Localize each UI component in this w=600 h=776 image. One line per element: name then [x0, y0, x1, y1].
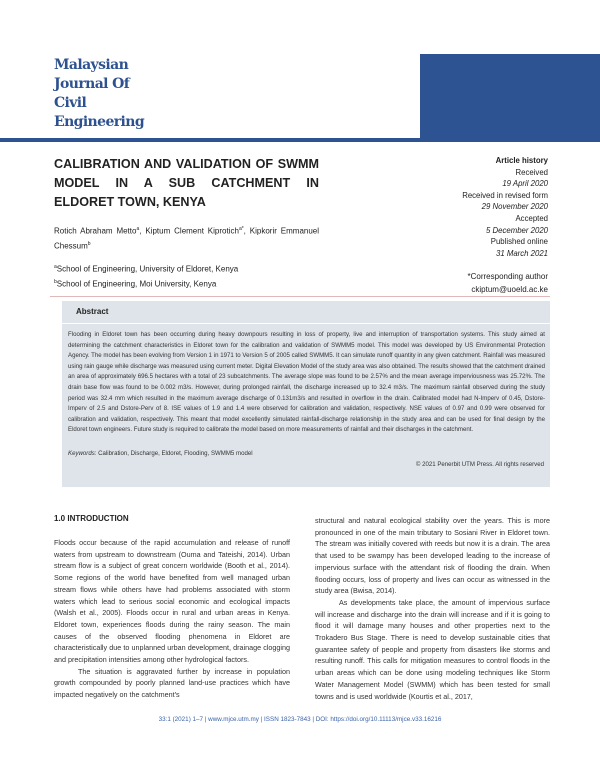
affiliation — [54, 276, 238, 291]
received-date: 19 April 2020 — [502, 179, 548, 189]
author-name: Rotich Abraham Metto — [54, 226, 137, 236]
header-rule — [0, 138, 600, 142]
abstract-divider — [62, 323, 550, 324]
accepted-date: 5 December 2020 — [486, 225, 548, 235]
page-footer: 33:1 (2021) 1–7 | www.mjce.utm.my | ISSN 1823-7843 | DOI: https://doi.org/10.11113/mjce.v33.16216 — [158, 716, 442, 723]
author-name: Kiptum Clement Kiprotich — [145, 226, 239, 236]
published-date: 31 March 2021 — [495, 248, 548, 258]
affiliations — [54, 261, 238, 290]
paragraph: Floods occur because of the rapid accumulation and release of runoff waters from upstream to downstream (Ouma and Tateishi, 2014). Urban stream flow is a subject of great concern worldwide (Booth et al., 2014). Some regions of the world have benefited from well managed urban stream flows while others have had problems associated with storm waters which lead to serious social economic and ecological impacts (Walsh et al., 2005). Floods occur in rural and urban areas in Kenya. Eldoret town, experiences floods during the rainy season. The main causes of the observed flooding phenomena in Eldoret are characteristically due to unplanned urban development, drainage clogging and precipitation intensities among other hydrological factors. — [54, 538, 290, 665]
logo-line: Journal Of — [54, 76, 130, 92]
article-history — [462, 155, 548, 259]
abstract-box — [62, 301, 550, 487]
received-label: Received — [515, 167, 548, 177]
author-sup: b — [87, 240, 91, 247]
published-label: Published online — [490, 237, 548, 247]
journal-logo — [54, 56, 144, 132]
section-heading: 1.0 INTRODUCTION — [54, 514, 129, 523]
author-list: Rotich Abraham Metto$^a$, Kiptum Clement Kiprotich$^{a*}$, Kipkorir Emmanuel Chessum$^b$ — [54, 226, 320, 251]
history-heading: Article history — [495, 156, 548, 165]
copyright: © 2021 Penerbit UTM Press. All rights reserved — [415, 461, 544, 468]
keywords-label: Keywords — [68, 450, 95, 457]
body-column-right — [315, 515, 550, 702]
corr-label: *Corresponding author — [467, 272, 548, 281]
abstract-text: Flooding in Eldoret town has been occurring during heavy downpours resulting in loss of property, live and interruption of transportation systems. This study aimed at determining the catchment characteristics in Eldoret town for the calibration and validation of SWMM5 model. This model was developed by US Environmental Protection Agency. The model has been evolving from Version 1 in 1971 to Version 5 of 2005 called SWMM5. It can simulate runoff quantity in any given catchment. Rainfall was measured using rain gauge while discharge was measured using current meter. Digital Elevation Model of the study area was also obtained. The results showed that the catchment drained an area of approximately 696.5 hectares with a total of 23 subcatchments. The average slope was found to be 2.57% and the mean average imperviousness was 25.72%. The drain base flow was found to be 0.002 m3/s. However, during prolonged rainfall, the discharge increased up to 32.4 m3/s. The maximum rainfall observed during the study period was 32.4 mm which resulted in the maximum average discharge of 0.131m3/s and resulted in overflow in the drain. Calibrated model had N-Imperv of 0.45, Dstore-Imperv of 2.5 and Dstore-Perv of 8. ISE values of 1.9 and 1.4 were observed for calibration and validation, respectively. NSE values of 0.97 and 0.99 were observed for calibration and validation, respectively. This meant that model excellently simulated rainfall-discharge relationship in the study area and can be used for final design by the Eldoret town engineers. Future study is required to calibrate the model based on more measurements of rainfall and their discharges in the catchment. — [68, 331, 545, 434]
revised-label: Received in revised form — [462, 190, 548, 200]
author-sup: a — [136, 226, 140, 232]
keywords-list: : Calibration, Discharge, Eldoret, Flooding, SWMM5 model — [94, 450, 253, 457]
author-name: Kipkorir Emmanuel Chessum — [54, 226, 320, 251]
keywords — [68, 450, 253, 457]
header-brand-block — [420, 54, 600, 140]
corr-email[interactable]: ckiptum@uoeld.ac.ke — [471, 285, 548, 294]
aff-text: School of Engineering, University of Eldoret, Kenya — [56, 264, 239, 274]
author-sup: a* — [238, 226, 244, 232]
aff-sup: b — [54, 278, 57, 285]
corresponding-author — [468, 270, 549, 296]
abstract-heading: Abstract — [76, 307, 109, 316]
revised-date: 29 November 2020 — [481, 202, 548, 212]
logo-line: Civil — [54, 95, 87, 111]
divider — [50, 296, 550, 297]
aff-sup: a — [54, 264, 57, 270]
logo-line: Malaysian — [54, 57, 129, 73]
paragraph: As developments take place, the amount of impervious surface will increase and discharge into the drain will increase and if it is going to flood it will damage many houses and other properties next to the Trokadero Bus Stage. There is need to develop sustainable cities that guarantee safety of people and property from disasters like storms and resulting runoff. This calls for mitigation measures to control floods in the urban areas which can be done using modeling techniques like Storm Water Management Model (SWMM) which has been tested for small towns and is used worldwide (Kourtis et al., 2017, — [315, 597, 550, 701]
accepted-label: Accepted — [515, 213, 548, 223]
affiliation — [54, 261, 238, 276]
paragraph: structural and natural ecological stability over the years. This is more pronounced in one of the main tributary to Sosiani River in Eldoret town. The stream was initially covered with reeds but now it is a drain. The area that used to be swampy has been developed leading to the increase of impervious surface with the attendant risk of flooding the drain. When flooding occurs, loss of property and lives can occur as witnessed in the study area (Bwisa, 2014). — [315, 516, 550, 596]
article-title: CALIBRATION AND VALIDATION OF SWMM MODEL IN A SUB CATCHMENT IN ELDORET TOWN, KENYA — [54, 157, 319, 209]
paragraph: The situation is aggravated further by increase in population growth compounded by poorly planned land-use practices which have impacted negatively on the catchment's — [54, 666, 290, 700]
aff-text: School of Engineering, Moi University, Kenya — [56, 279, 217, 289]
logo-line: Engineering — [54, 114, 145, 130]
body-column-left — [54, 537, 290, 701]
